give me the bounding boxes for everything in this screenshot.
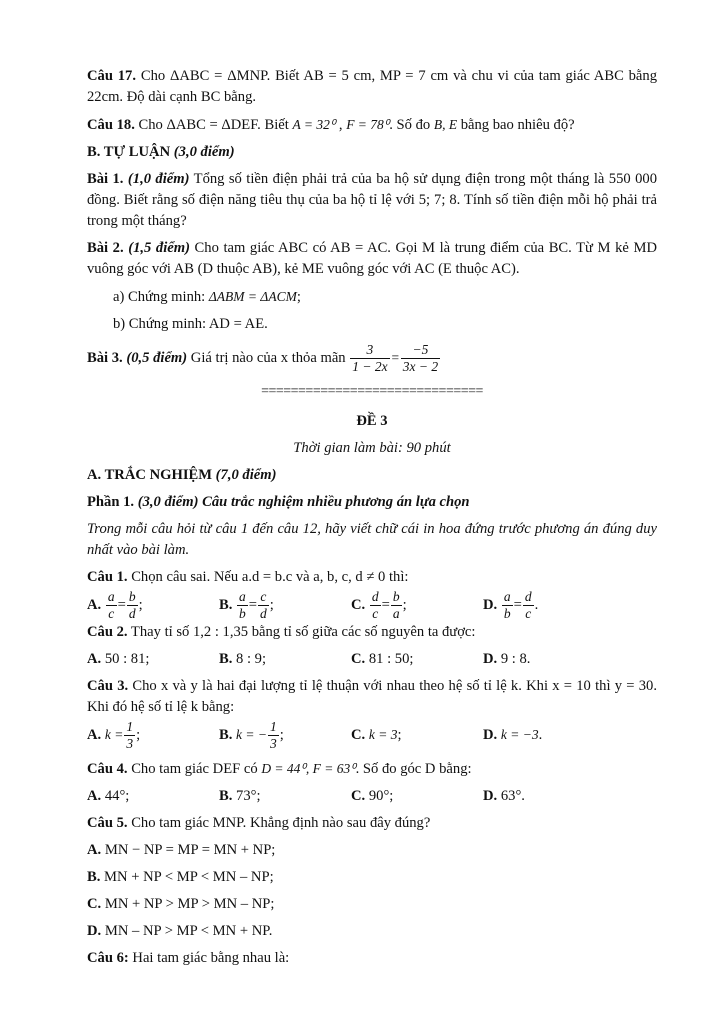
separator-line: ============================== xyxy=(261,384,483,400)
option-c: C. 90°; xyxy=(351,788,394,805)
exercise-2-part-b: b) Chứng minh: AD = AE. xyxy=(113,316,268,332)
question-4: Câu 4. Cho tam giác DEF có D = 44⁰, F = 63⁰. Số đo góc D bằng: xyxy=(87,761,472,778)
option-c: C. MN + NP > MP > MN – NP; xyxy=(87,896,275,913)
question-3-options xyxy=(87,718,657,752)
option-a: A. MN − NP = MP = MN + NP; xyxy=(87,842,276,859)
question-label: Câu 17. xyxy=(87,68,137,84)
option-c: C. k = 3; xyxy=(351,727,402,744)
question-1-options xyxy=(87,588,657,622)
option-a: A. 44°; xyxy=(87,788,130,805)
exercise-2-part-a: a) Chứng minh: ΔABM = ΔACM; xyxy=(113,289,301,305)
document-page xyxy=(87,66,657,969)
option-a: A. 50 : 81; xyxy=(87,651,150,668)
option-c: C. $\frac{d}{c}$ = $\frac{b}{a}$ ; xyxy=(351,589,407,622)
question-5: Câu 5. Cho tam giác MNP. Khẳng định nào sau đây đúng? xyxy=(87,815,431,832)
part-1-heading: Phần 1. (3,0 điểm) Câu trắc nghiệm nhiều phương án lựa chọn xyxy=(87,494,470,511)
option-d: D. $\frac{a}{b}$ = $\frac{d}{c}$ . xyxy=(483,589,539,622)
fraction: $\frac{3}{1 - 2x}$ xyxy=(352,342,388,375)
question-3: Câu 3. Cho x và y là hai đại lượng tỉ lệ thuận với nhau theo hệ số tỉ lệ k. Khi x = 10 thì y = 30. Khi đó hệ số tỉ lệ k bằng: xyxy=(87,678,657,716)
question-17: Câu 17. Cho ΔABC = ΔMNP. Biết AB = 5 cm, MP = 7 cm và chu vi của tam giác ABC bằng 22cm. Độ dài cạnh BC bằng. xyxy=(87,68,657,105)
question-6: Câu 6: Hai tam giác bằng nhau là: xyxy=(87,950,290,967)
exercise-2: Bài 2. (1,5 điểm) Cho tam giác ABC có AB = AC. Gọi M là trung điểm của BC. Từ M kẻ MD vuông góc với AB (D thuộc AB), kẻ ME vuông góc với AC (E thuộc AC). xyxy=(87,240,657,277)
option-d: D. 9 : 8. xyxy=(483,651,531,668)
option-a: A. k = $\frac{1}{3}$ ; xyxy=(87,719,141,752)
option-d: D. MN – NP > MP < MN + NP. xyxy=(87,923,273,940)
exercise-1: Bài 1. (1,0 điểm) Tổng số tiền điện phải trả của ba hộ sử dụng điện trong một tháng là 550 000 đồng. Biết rằng số điện năng tiêu thụ của ba hộ tỉ lệ với 5; 7; 8. Tính số tiền điện mỗi hộ phải trả trong một tháng? xyxy=(87,171,658,229)
exam-time: Thời gian làm bài: 90 phút xyxy=(293,440,451,457)
option-b: B. 8 : 9; xyxy=(219,651,267,668)
fraction: $\frac{-5}{3x - 2}$ xyxy=(402,342,439,375)
question-1: Câu 1. Chọn câu sai. Nếu a.d = b.c và a, b, c, d ≠ 0 thì: xyxy=(87,569,409,586)
option-a: A. $\frac{a}{c}$ = $\frac{b}{d}$ ; xyxy=(87,589,143,622)
option-d: D. k = −3. xyxy=(483,727,543,744)
option-b: B. 73°; xyxy=(219,788,261,805)
question-18: Câu 18. Cho ΔABC = ΔDEF. Biết A = 32⁰ , F = 78⁰. Số đo B, E bằng bao nhiêu độ? xyxy=(87,117,575,133)
option-d: D. 63°. xyxy=(483,788,525,805)
option-b: B. k = − $\frac{1}{3}$ ; xyxy=(219,719,284,752)
part-1-instructions: Trong mỗi câu hỏi từ câu 1 đến câu 12, hãy viết chữ cái in hoa đứng trước phương án đúng duy nhất vào bài làm. xyxy=(87,521,657,559)
question-2-options xyxy=(87,649,657,670)
exercise-3: Bài 3. (0,5 điểm) Giá trị nào của x thỏa mãn $\frac{3}{1 - 2x}$ = $\frac{-5}{3x - 2}$ xyxy=(87,342,439,375)
option-c: C. 81 : 50; xyxy=(351,651,414,668)
question-4-options xyxy=(87,786,657,807)
question-2: Câu 2. Thay tỉ số 1,2 : 1,35 bằng tỉ số giữa các số nguyên ta được: xyxy=(87,624,476,641)
option-b: B. $\frac{a}{b}$ = $\frac{c}{d}$ ; xyxy=(219,589,274,622)
section-b-heading: B. TỰ LUẬN (3,0 điểm) xyxy=(87,144,235,160)
section-a-heading: A. TRẮC NGHIỆM (7,0 điểm) xyxy=(87,467,277,484)
option-b: B. MN + NP < MP < MN – NP; xyxy=(87,869,274,886)
exam-title: ĐỀ 3 xyxy=(356,413,388,430)
